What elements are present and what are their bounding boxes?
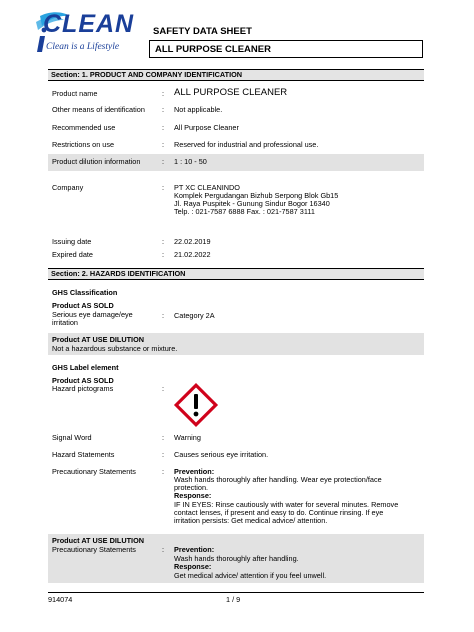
dilution-value: 1 : 10 - 50 [174, 157, 207, 166]
response-line-3: irritation persists: Get medical advice/ attention. [174, 516, 328, 525]
colon: : [162, 433, 165, 442]
expired-date-value: 21.02.2022 [174, 250, 211, 259]
prevention-line-2: protection. [174, 483, 209, 492]
expired-date-label: Expired date [52, 250, 93, 259]
colon: : [162, 250, 165, 259]
signal-word-value: Warning [174, 433, 201, 442]
colon: : [162, 123, 165, 132]
colon: : [162, 183, 165, 192]
company-line-2: Komplek Pergudangan Bizhub Serpong Blok Gb15 [174, 191, 339, 200]
other-means-label: Other means of identification [52, 105, 145, 114]
section-2-title: Section: 2. HAZARDS IDENTIFICATION [51, 269, 186, 278]
logo-tagline: Clean is a Lifestyle [46, 42, 120, 52]
product-title-box [149, 40, 423, 58]
issuing-date-label: Issuing date [52, 237, 92, 246]
page-number: 1 / 9 [226, 595, 241, 604]
colon: : [162, 105, 165, 114]
company-label: Company [52, 183, 84, 192]
company-line-1: PT XC CLEANINDO [174, 183, 240, 192]
issuing-date-value: 22.02.2019 [174, 237, 211, 246]
eye-damage-value: Category 2A [174, 311, 215, 320]
footer-divider [48, 592, 424, 593]
company-line-4: Telp. : 021-7587 6888 Fax. : 021-7587 3111 [174, 207, 315, 216]
colon: : [162, 467, 165, 476]
product-title: ALL PURPOSE CLEANER [155, 44, 271, 55]
section-2-header [48, 268, 424, 280]
document-code: 914074 [48, 595, 73, 604]
hazard-statements-label: Hazard Statements [52, 450, 115, 459]
colon: : [162, 384, 165, 393]
product-as-sold-heading-2: Product AS SOLD [52, 376, 114, 385]
ghs-label-element-heading: GHS Label element [52, 363, 119, 372]
colon: : [162, 89, 165, 98]
hazard-pictograms-label: Hazard pictograms [52, 384, 114, 393]
eye-damage-label-2: irritation [52, 318, 78, 327]
response-line-1: IF IN EYES: Rinse cautiously with water for several minutes. Remove [174, 500, 399, 509]
logo-text: CLEAN [43, 10, 135, 38]
response-line-2: contact lenses, if present and easy to do. Continue rinsing. If eye [174, 508, 384, 517]
colon: : [162, 140, 165, 149]
colon: : [162, 157, 165, 166]
hazard-statements-value: Causes serious eye irritation. [174, 450, 269, 459]
dilution-prevention-heading: Prevention: [174, 545, 215, 554]
dilution-label: Product dilution information [52, 157, 141, 166]
restrictions-label: Restrictions on use [52, 140, 115, 149]
dilution-response-line: Get medical advice/ attention if you feel unwell. [174, 571, 327, 580]
precautionary-label: Precautionary Statements [52, 467, 136, 476]
colon: : [162, 237, 165, 246]
dilution-prevention-line: Wash hands thoroughly after handling. [174, 554, 299, 563]
colon: : [162, 545, 165, 554]
product-name-value: ALL PURPOSE CLEANER [174, 87, 288, 98]
company-line-3: Jl. Raya Puspitek - Gunung Sindur Bogor 16340 [174, 199, 330, 208]
dilution-precautionary-label: Precautionary Statements [52, 545, 136, 554]
response-heading: Response: [174, 491, 212, 500]
signal-word-label: Signal Word [52, 433, 92, 442]
prevention-heading: Prevention: [174, 467, 215, 476]
recommended-use-value: All Purpose Cleaner [174, 123, 239, 132]
section-1-header [48, 69, 424, 81]
not-hazardous-text: Not a hazardous substance or mixture. [52, 344, 178, 353]
restrictions-value: Reserved for industrial and professional use. [174, 140, 319, 149]
section-1-title: Section: 1. PRODUCT AND COMPANY IDENTIFICATION [51, 70, 243, 79]
dilution-block-heading: Product AT USE DILUTION [52, 536, 145, 545]
ghs-classification-heading: GHS Classification [52, 288, 118, 297]
other-means-value: Not applicable. [174, 105, 223, 114]
exclamation-mark-pictogram-icon [172, 381, 220, 429]
product-as-sold-heading: Product AS SOLD [52, 301, 114, 310]
at-use-dilution-heading: Product AT USE DILUTION [52, 335, 145, 344]
product-name-label: Product name [52, 89, 98, 98]
colon: : [162, 450, 165, 459]
recommended-use-label: Recommended use [52, 123, 116, 132]
dilution-response-heading: Response: [174, 562, 212, 571]
eye-damage-label: Serious eye damage/eye [52, 310, 133, 319]
prevention-line-1: Wash hands thoroughly after handling. Wear eye protection/face [174, 475, 382, 484]
colon: : [162, 311, 165, 320]
document-title: SAFETY DATA SHEET [153, 26, 252, 37]
